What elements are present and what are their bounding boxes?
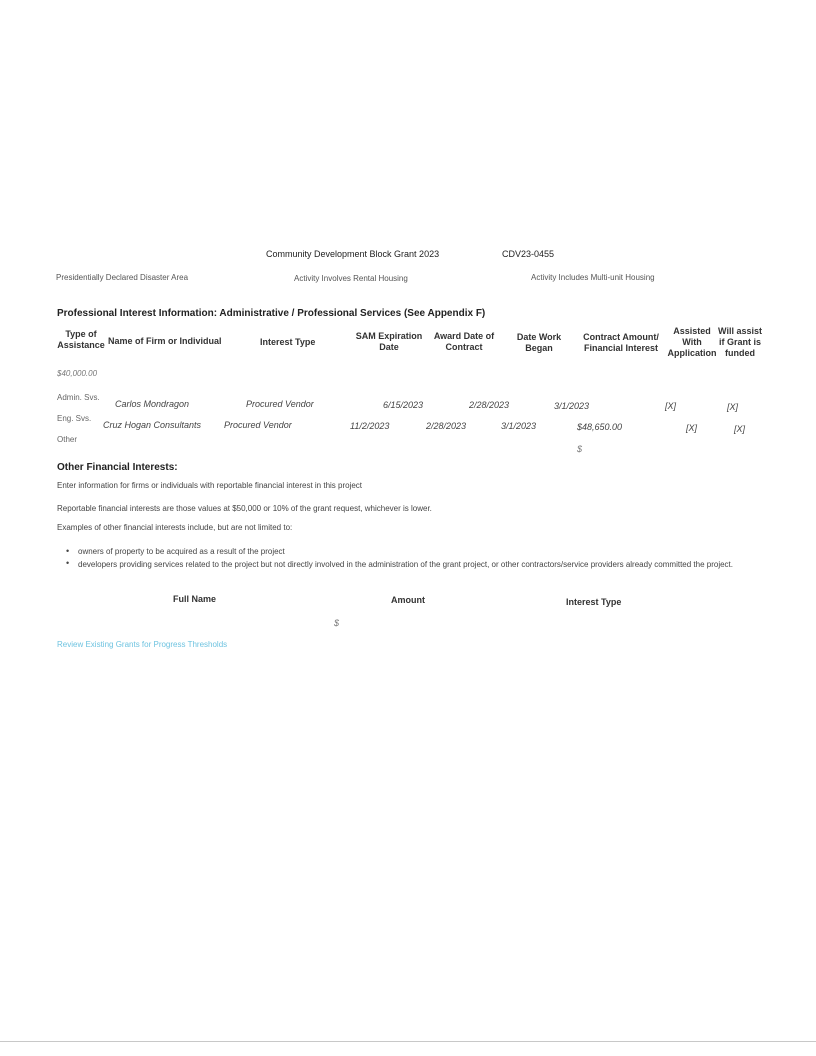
- bullet-item: [66, 546, 768, 556]
- row-admin-firm: Carlos Mondragon: [115, 399, 190, 409]
- col-header-line: if Grant is: [718, 337, 761, 347]
- row-eng-work-began: 3/1/2023: [501, 421, 537, 431]
- col-header-line: Type of: [65, 329, 97, 339]
- col-header-line: Contract: [445, 342, 483, 352]
- col-header-line: Assistance: [57, 340, 105, 350]
- other-amount-value: $: [334, 618, 340, 628]
- col-header-amount: Amount: [391, 595, 425, 605]
- col-header-other-interest-type: Interest Type: [566, 597, 622, 607]
- col-header-type-of-assistance: [57, 329, 105, 351]
- col-header-line: Award Date of: [433, 331, 495, 341]
- bullet-item: [66, 558, 768, 569]
- col-header-assisted-with-application: [668, 326, 717, 359]
- flag-multiunit-housing: Activity Includes Multi-unit Housing: [531, 273, 655, 282]
- row-other-type: Other: [57, 435, 78, 444]
- col-header-will-assist-if-funded: [718, 326, 762, 359]
- other-instructions-1: Enter information for firms or individuals with reportable financial interest in this project: [57, 481, 363, 490]
- col-header-line: Date Work: [516, 332, 562, 342]
- col-header-line: Will assist: [718, 326, 762, 336]
- row-other-amount: $: [577, 444, 583, 454]
- row-eng-sam-date: 11/2/2023: [350, 421, 390, 431]
- col-header-line: Application: [667, 348, 717, 358]
- row-eng-contract-amount: $48,650.00: [577, 422, 623, 432]
- row-admin-award-date: 2/28/2023: [469, 400, 510, 410]
- col-header-line: Financial Interest: [583, 343, 659, 353]
- bullet-icon: •: [66, 546, 70, 556]
- col-header-date-work-began: [517, 332, 561, 354]
- col-header-sam-expiration: [356, 331, 423, 353]
- row-eng-assisted-checkbox[interactable]: [X]: [686, 423, 698, 433]
- budget-amount: $40,000.00: [57, 369, 98, 378]
- row-admin-interest-type: Procured Vendor: [246, 399, 314, 409]
- bullet-text: owners of property to be acquired as a result of the project: [78, 547, 285, 556]
- row-admin-assisted-checkbox[interactable]: [X]: [665, 401, 677, 411]
- col-header-line: Date: [379, 342, 399, 352]
- col-header-firm-name: Name of Firm or Individual: [108, 336, 222, 346]
- other-instructions-2: Reportable financial interests are those values at $50,000 or 10% of the grant request, whichever is lower.: [57, 504, 432, 513]
- row-eng-firm: Cruz Hogan Consultants: [103, 420, 202, 430]
- row-eng-will-assist-checkbox[interactable]: [X]: [734, 424, 746, 434]
- professional-interest-heading: Professional Interest Information: Administrative / Professional Services (See Appendix F): [57, 308, 486, 319]
- col-header-line: Assisted: [673, 326, 711, 336]
- grant-id: CDV23-0455: [502, 249, 555, 259]
- flag-rental-housing: Activity Involves Rental Housing: [294, 274, 408, 283]
- col-header-contract-amount: [583, 332, 659, 354]
- row-admin-sam-date: 6/15/2023: [383, 400, 424, 410]
- row-admin-type: Admin. Svs.: [57, 393, 100, 402]
- row-admin-will-assist-checkbox[interactable]: [X]: [727, 402, 739, 412]
- row-eng-interest-type: Procured Vendor: [224, 420, 292, 430]
- bullet-icon: •: [66, 558, 70, 568]
- other-financial-interests-heading: Other Financial Interests:: [57, 462, 178, 473]
- row-eng-award-date: 2/28/2023: [426, 421, 467, 431]
- col-header-full-name: Full Name: [173, 594, 217, 604]
- col-header-award-date: [434, 331, 494, 353]
- col-header-line: funded: [725, 348, 755, 358]
- row-eng-type: Eng. Svs.: [57, 414, 92, 423]
- bullet-text: developers providing services related to the project but not directly involved in the administration of the grant project, or other contractors/service providers already committed the project.: [78, 560, 733, 569]
- review-existing-grants-link[interactable]: Review Existing Grants for Progress Thresholds: [57, 640, 228, 649]
- flag-disaster-area: Presidentially Declared Disaster Area: [56, 273, 189, 282]
- col-header-line: Contract Amount/: [583, 332, 659, 342]
- row-admin-work-began: 3/1/2023: [554, 401, 590, 411]
- other-instructions-3: Examples of other financial interests include, but are not limited to:: [57, 523, 293, 532]
- col-header-line: With: [682, 337, 702, 347]
- col-header-line: SAM Expiration: [355, 331, 423, 341]
- col-header-line: Began: [525, 343, 553, 353]
- col-header-interest-type: Interest Type: [260, 337, 316, 347]
- document-title: Community Development Block Grant 2023: [266, 249, 440, 259]
- page-bottom-edge: [0, 1041, 816, 1042]
